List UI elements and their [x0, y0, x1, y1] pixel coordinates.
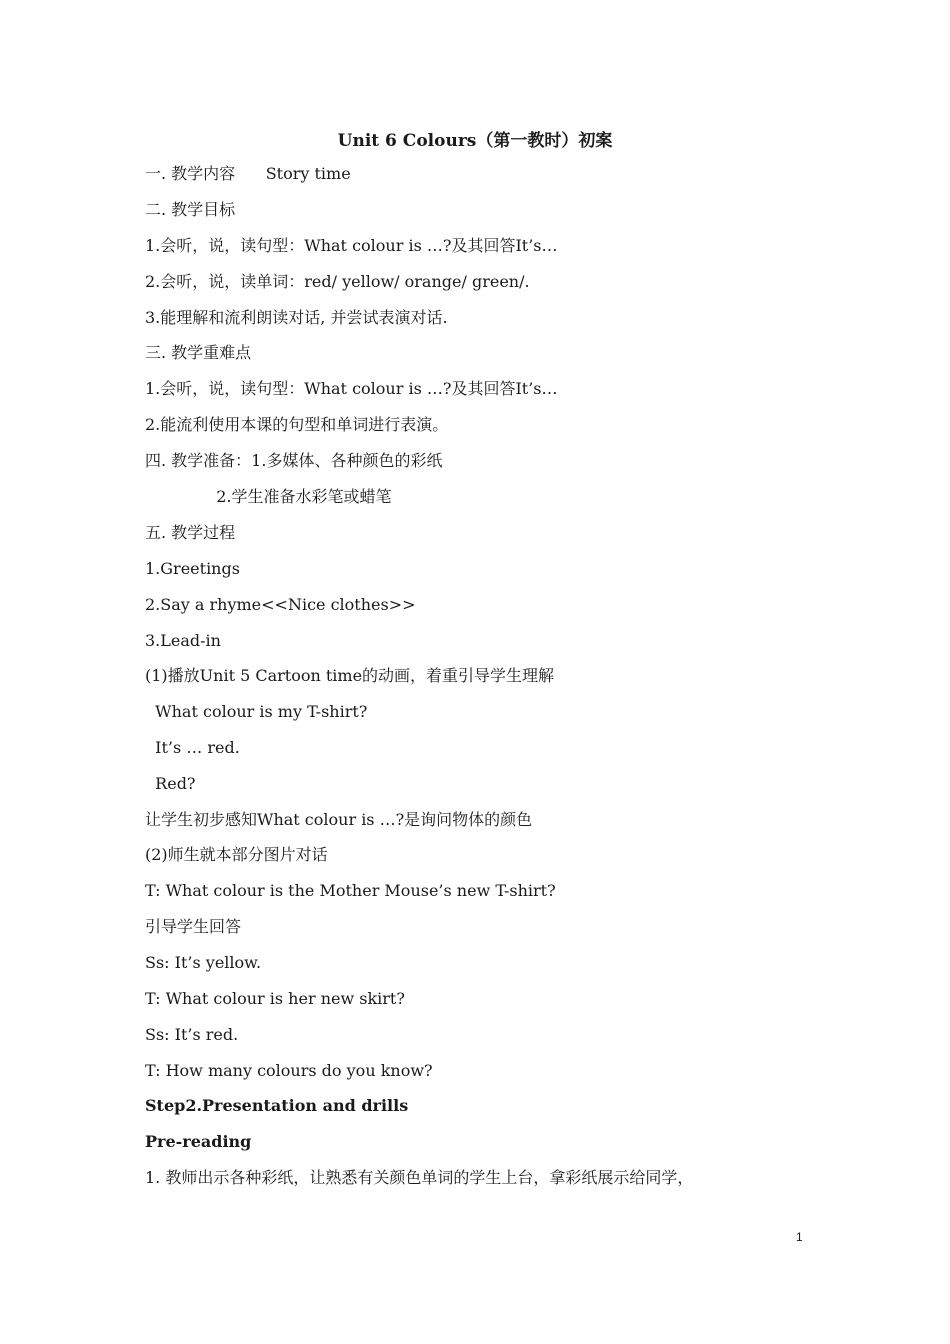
process-substep: (2)师生就本部分图片对话 — [145, 845, 328, 864]
preparation-item: 2.学生准备水彩笔或蜡笔 — [145, 487, 392, 506]
document-title: Unit 6 Colours（第一教时）初案 — [337, 131, 613, 151]
dialogue-line: Ss: It’s yellow. — [145, 953, 262, 972]
keypoint-item: 1.会听，说，读句型：What colour is …?及其回答It’s… — [145, 379, 558, 398]
section-process-heading: 五. 教学过程 — [145, 523, 236, 542]
dialogue-line: T: What colour is the Mother Mouse’s new T-shirt? — [145, 881, 556, 900]
keypoint-item: 2.能流利使用本课的句型和单词进行表演。 — [145, 415, 449, 434]
dialogue-line: What colour is my T-shirt? — [145, 702, 368, 721]
section-content-heading: 一. 教学内容 Story time — [145, 164, 351, 183]
goal-item: 2.会听，说，读单词：red/ yellow/ orange/ green/. — [145, 272, 530, 291]
section-goals-heading: 二. 教学目标 — [145, 200, 236, 219]
dialogue-line: T: What colour is her new skirt? — [145, 989, 405, 1008]
process-step: 3.Lead-in — [145, 631, 221, 650]
subsection-heading: Pre-reading — [145, 1132, 252, 1151]
paragraph-line: 让学生初步感知What colour is …?是询问物体的颜色 — [145, 810, 533, 829]
dialogue-line: It’s … red. — [145, 738, 240, 757]
dialogue-line: Red? — [145, 774, 196, 793]
paragraph-line: 1. 教师出示各种彩纸，让熟悉有关颜色单词的学生上台，拿彩纸展示给同学， — [145, 1168, 694, 1187]
process-step: 2.Say a rhyme<<Nice clothes>> — [145, 595, 416, 614]
dialogue-line: T: How many colours do you know? — [145, 1061, 433, 1080]
process-step: 1.Greetings — [145, 559, 240, 578]
goal-item: 3.能理解和流利朗读对话, 并尝试表演对话. — [145, 308, 448, 327]
paragraph-line: 引导学生回答 — [145, 917, 242, 936]
section-keypoints-heading: 三. 教学重难点 — [145, 343, 252, 362]
goal-item: 1.会听，说，读句型：What colour is …?及其回答It’s… — [145, 236, 558, 255]
section-preparation-heading: 四. 教学准备：1.多媒体、各种颜色的彩纸 — [145, 451, 443, 470]
dialogue-line: Ss: It’s red. — [145, 1025, 239, 1044]
process-substep: (1)播放Unit 5 Cartoon time的动画，着重引导学生理解 — [145, 666, 555, 685]
step-heading: Step2.Presentation and drills — [145, 1096, 409, 1115]
page-number: 1 — [796, 1230, 803, 1244]
